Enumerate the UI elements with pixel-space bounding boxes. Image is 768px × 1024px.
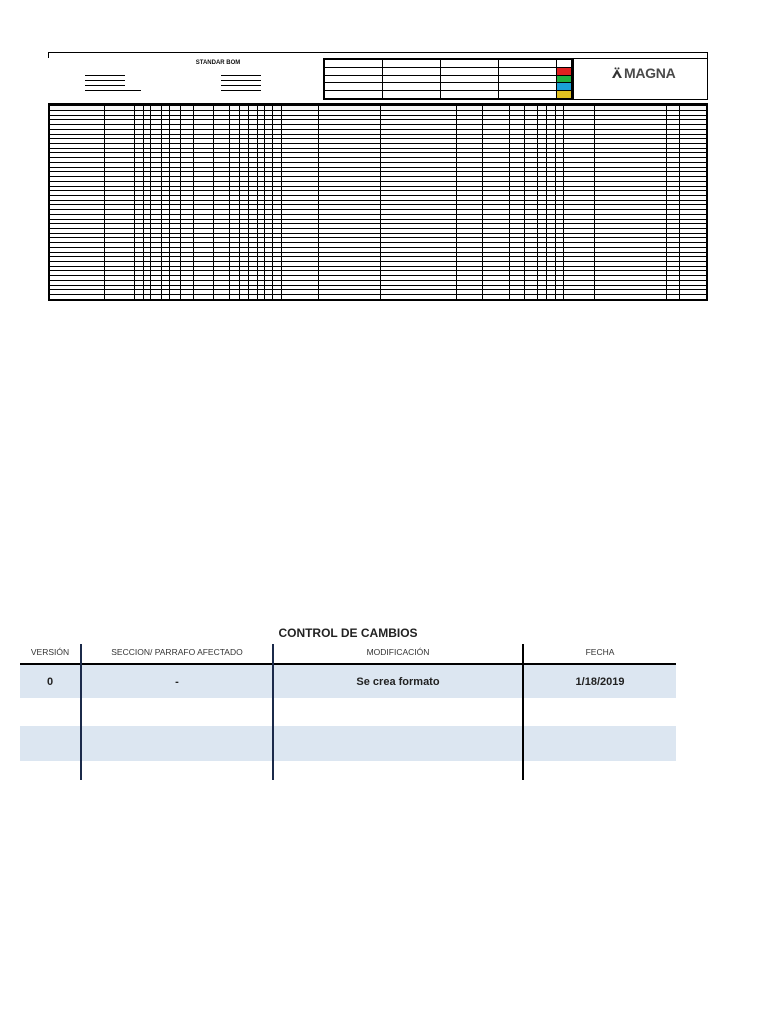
header-seccion: SECCION/ PARRAFO AFECTADO <box>111 647 243 657</box>
header-field <box>82 79 125 82</box>
row-modificacion <box>274 698 522 726</box>
header-field <box>82 84 125 87</box>
change-control-header <box>20 644 676 665</box>
row-seccion <box>82 726 272 761</box>
row-fecha: 1/18/2019 <box>575 675 625 688</box>
row-fecha <box>524 726 676 761</box>
header-modificacion: MODIFICACIÓN <box>366 647 430 657</box>
change-row <box>20 665 676 698</box>
status-yellow <box>557 91 571 98</box>
row-version <box>20 726 80 761</box>
row-fecha <box>524 698 676 726</box>
column-divider <box>522 644 524 780</box>
status-red <box>557 68 571 75</box>
magna-logo-icon <box>611 67 623 79</box>
bom-title: STANDAR BOM <box>195 60 241 66</box>
header-field <box>218 89 261 92</box>
logo-box <box>573 58 708 100</box>
header-field <box>82 89 141 92</box>
header-version: VERSIÓN <box>30 647 70 657</box>
header-field <box>218 79 261 82</box>
row-seccion <box>82 698 272 726</box>
header-field <box>218 84 261 87</box>
magna-logo-text: MAGNA <box>624 65 676 81</box>
row-version: 0 <box>46 675 54 688</box>
status-green <box>557 76 571 83</box>
change-row <box>20 698 676 726</box>
header-fecha: FECHA <box>585 647 615 657</box>
row-seccion: - <box>175 675 179 688</box>
bom-grid <box>48 104 708 301</box>
change-control-title: CONTROL DE CAMBIOS <box>278 626 418 640</box>
column-divider <box>272 644 274 780</box>
status-blue <box>557 83 571 90</box>
row-version <box>20 698 80 726</box>
change-row <box>20 726 676 761</box>
header-field <box>218 74 261 77</box>
header-field <box>82 74 125 77</box>
row-modificacion <box>274 726 522 761</box>
bom-table <box>49 105 707 301</box>
bom-sheet <box>48 52 708 302</box>
column-divider <box>80 644 82 780</box>
row-modificacion: Se crea formato <box>356 675 440 688</box>
status-table <box>323 58 573 100</box>
bom-row <box>50 299 707 301</box>
